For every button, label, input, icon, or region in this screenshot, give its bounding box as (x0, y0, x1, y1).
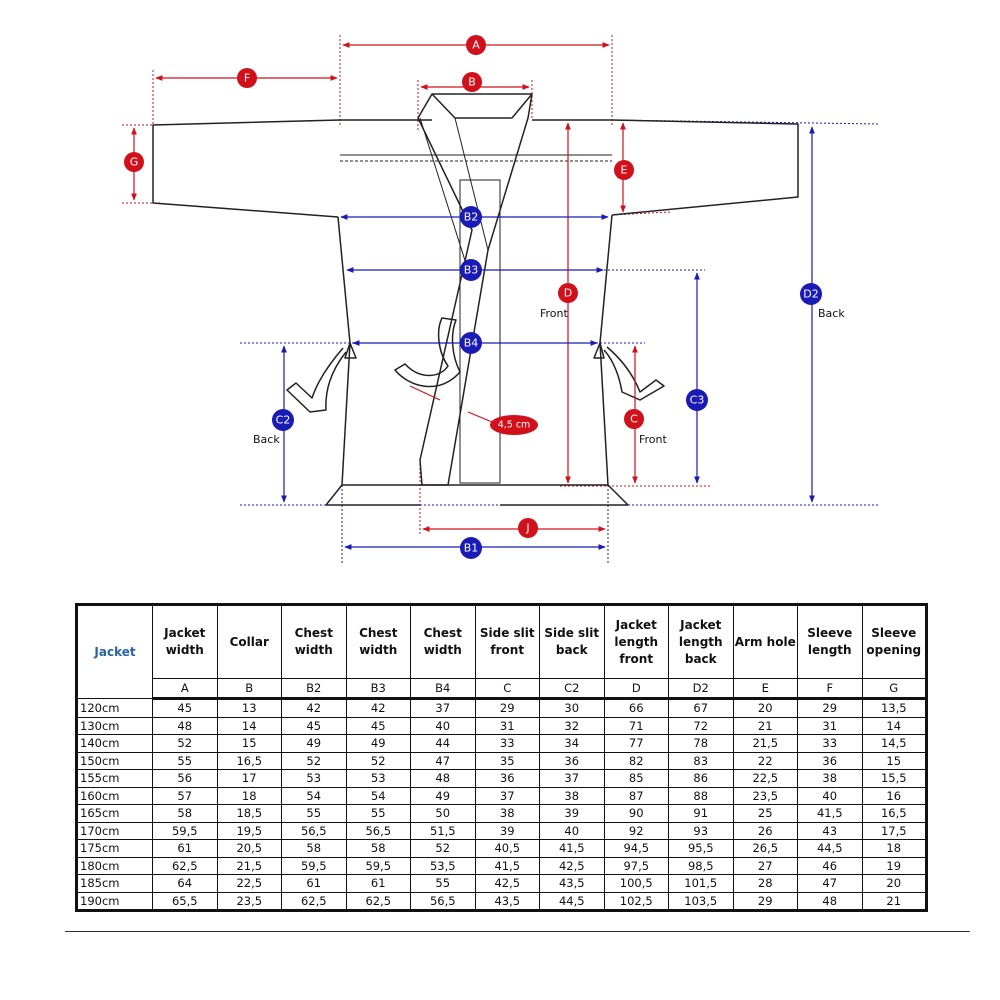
table-body (77, 699, 927, 911)
value-cell: 52 (282, 752, 347, 770)
value-cell: 45 (282, 717, 347, 735)
value-cell: 36 (798, 752, 863, 770)
value-cell: 83 (669, 752, 734, 770)
header-jacket-length-back: Jacket length back (669, 605, 734, 679)
value-cell: 54 (346, 787, 411, 805)
svg-text:B3: B3 (463, 263, 479, 277)
marker-g (124, 152, 144, 172)
marker-b1 (460, 537, 482, 559)
value-cell: 22,5 (217, 875, 282, 893)
svg-text:D: D (563, 286, 573, 300)
value-cell: 32 (540, 717, 605, 735)
value-cell: 20 (862, 875, 927, 893)
marker-f (237, 68, 257, 88)
value-cell: 38 (540, 787, 605, 805)
table-row (77, 735, 927, 753)
value-cell: 40 (798, 787, 863, 805)
letter-cell: E (733, 679, 798, 699)
value-cell: 26 (733, 822, 798, 840)
value-cell: 37 (475, 787, 540, 805)
value-cell: 23,5 (217, 892, 282, 911)
value-cell: 28 (733, 875, 798, 893)
value-cell: 64 (153, 875, 218, 893)
svg-text:A: A (472, 38, 480, 52)
value-cell: 29 (475, 699, 540, 718)
value-cell: 61 (282, 875, 347, 893)
size-cell: 155cm (77, 770, 153, 788)
value-cell: 48 (411, 770, 476, 788)
svg-text:J: J (526, 521, 530, 535)
value-cell: 33 (475, 735, 540, 753)
value-cell: 41,5 (540, 840, 605, 858)
value-cell: 31 (798, 717, 863, 735)
svg-text:B: B (468, 75, 476, 89)
header-side-slit-front: Side slit front (475, 605, 540, 679)
letter-cell: C (475, 679, 540, 699)
header-side-slit-back: Side slit back (540, 605, 605, 679)
size-cell: 160cm (77, 787, 153, 805)
size-cell: 175cm (77, 840, 153, 858)
letter-cell: B2 (282, 679, 347, 699)
table-row (77, 892, 927, 911)
size-cell: 140cm (77, 735, 153, 753)
value-cell: 90 (604, 805, 669, 823)
label-back-d2: Back (818, 307, 845, 320)
value-cell: 52 (346, 752, 411, 770)
letter-cell: F (798, 679, 863, 699)
value-cell: 44,5 (540, 892, 605, 911)
jacket-outline (153, 94, 798, 505)
marker-b3 (460, 259, 482, 281)
value-cell: 42,5 (540, 857, 605, 875)
svg-text:G: G (129, 155, 139, 169)
value-cell: 23,5 (733, 787, 798, 805)
marker-b2 (460, 206, 482, 228)
value-cell: 46 (798, 857, 863, 875)
value-cell: 21,5 (733, 735, 798, 753)
value-cell: 43 (798, 822, 863, 840)
value-cell: 56,5 (282, 822, 347, 840)
value-cell: 48 (153, 717, 218, 735)
value-cell: 52 (411, 840, 476, 858)
bottom-divider (65, 931, 970, 932)
value-cell: 16,5 (217, 752, 282, 770)
value-cell: 55 (346, 805, 411, 823)
value-cell: 18,5 (217, 805, 282, 823)
value-cell: 61 (346, 875, 411, 893)
size-table (75, 603, 928, 912)
value-cell: 78 (669, 735, 734, 753)
table-row (77, 752, 927, 770)
header-chest-width-b4: Chest width (411, 605, 476, 679)
header-chest-width-b2: Chest width (282, 605, 347, 679)
value-cell: 41,5 (475, 857, 540, 875)
header-jacket-width: Jacket width (153, 605, 218, 679)
header-sleeve-length: Sleeve length (798, 605, 863, 679)
value-cell: 97,5 (604, 857, 669, 875)
label-front-c: Front (639, 433, 667, 446)
marker-b4 (460, 332, 482, 354)
label-back-c2: Back (253, 433, 280, 446)
value-cell: 51,5 (411, 822, 476, 840)
value-cell: 53 (346, 770, 411, 788)
value-cell: 55 (153, 752, 218, 770)
value-cell: 38 (475, 805, 540, 823)
value-cell: 42 (346, 699, 411, 718)
value-cell: 48 (798, 892, 863, 911)
value-cell: 44 (411, 735, 476, 753)
value-cell: 87 (604, 787, 669, 805)
value-cell: 88 (669, 787, 734, 805)
value-cell: 95,5 (669, 840, 734, 858)
size-cell: 180cm (77, 857, 153, 875)
corner-header: Jacket (77, 605, 153, 699)
value-cell: 72 (669, 717, 734, 735)
size-cell: 120cm (77, 699, 153, 718)
table-row (77, 787, 927, 805)
svg-text:B2: B2 (463, 210, 479, 224)
value-cell: 102,5 (604, 892, 669, 911)
value-cell: 55 (411, 875, 476, 893)
svg-text:C3: C3 (689, 393, 705, 407)
table-row (77, 770, 927, 788)
value-cell: 39 (475, 822, 540, 840)
value-cell: 49 (282, 735, 347, 753)
value-cell: 45 (346, 717, 411, 735)
value-cell: 21,5 (217, 857, 282, 875)
marker-j (518, 518, 538, 538)
value-cell: 19 (862, 857, 927, 875)
letter-cell: B3 (346, 679, 411, 699)
table-row (77, 857, 927, 875)
value-cell: 21 (733, 717, 798, 735)
value-cell: 13,5 (862, 699, 927, 718)
value-cell: 85 (604, 770, 669, 788)
value-cell: 44,5 (798, 840, 863, 858)
value-cell: 42,5 (475, 875, 540, 893)
value-cell: 43,5 (540, 875, 605, 893)
value-cell: 98,5 (669, 857, 734, 875)
value-cell: 55 (282, 805, 347, 823)
table-row (77, 822, 927, 840)
value-cell: 20,5 (217, 840, 282, 858)
value-cell: 65,5 (153, 892, 218, 911)
size-cell: 190cm (77, 892, 153, 911)
value-cell: 93 (669, 822, 734, 840)
value-cell: 22 (733, 752, 798, 770)
svg-text:F: F (243, 71, 251, 85)
value-cell: 15 (217, 735, 282, 753)
value-cell: 17,5 (862, 822, 927, 840)
value-cell: 59,5 (346, 857, 411, 875)
value-cell: 100,5 (604, 875, 669, 893)
table-row (77, 699, 927, 718)
value-cell: 25 (733, 805, 798, 823)
value-cell: 14 (217, 717, 282, 735)
value-cell: 61 (153, 840, 218, 858)
value-cell: 86 (669, 770, 734, 788)
value-cell: 59,5 (153, 822, 218, 840)
value-cell: 49 (411, 787, 476, 805)
value-cell: 62,5 (282, 892, 347, 911)
marker-d2 (800, 283, 822, 305)
value-cell: 30 (540, 699, 605, 718)
value-cell: 77 (604, 735, 669, 753)
value-cell: 31 (475, 717, 540, 735)
value-cell: 26,5 (733, 840, 798, 858)
svg-text:B1: B1 (463, 541, 479, 555)
dimension-arrows (134, 45, 812, 547)
value-cell: 14,5 (862, 735, 927, 753)
value-cell: 49 (346, 735, 411, 753)
value-cell: 94,5 (604, 840, 669, 858)
value-cell: 91 (669, 805, 734, 823)
value-cell: 33 (798, 735, 863, 753)
header-arm-hole: Arm hole (733, 605, 798, 679)
value-cell: 40 (540, 822, 605, 840)
value-cell: 21 (862, 892, 927, 911)
table-row (77, 840, 927, 858)
marker-e (614, 160, 634, 180)
value-cell: 15,5 (862, 770, 927, 788)
value-cell: 58 (346, 840, 411, 858)
marker-c2 (272, 409, 294, 431)
annotation-4-5cm (490, 415, 538, 435)
value-cell: 40,5 (475, 840, 540, 858)
header-collar: Collar (217, 605, 282, 679)
value-cell: 22,5 (733, 770, 798, 788)
value-cell: 57 (153, 787, 218, 805)
table-row (77, 805, 927, 823)
value-cell: 47 (411, 752, 476, 770)
table-header-row (77, 605, 927, 679)
value-cell: 18 (862, 840, 927, 858)
value-cell: 29 (733, 892, 798, 911)
svg-text:C2: C2 (275, 413, 291, 427)
value-cell: 53 (282, 770, 347, 788)
value-cell: 20 (733, 699, 798, 718)
value-cell: 59,5 (282, 857, 347, 875)
letter-cell: B (217, 679, 282, 699)
value-cell: 17 (217, 770, 282, 788)
value-cell: 67 (669, 699, 734, 718)
value-cell: 19,5 (217, 822, 282, 840)
value-cell: 54 (282, 787, 347, 805)
header-jacket-length-front: Jacket length front (604, 605, 669, 679)
value-cell: 42 (282, 699, 347, 718)
header-chest-width-b3: Chest width (346, 605, 411, 679)
value-cell: 101,5 (669, 875, 734, 893)
marker-a (466, 35, 486, 55)
value-cell: 37 (411, 699, 476, 718)
value-cell: 35 (475, 752, 540, 770)
value-cell: 45 (153, 699, 218, 718)
value-cell: 16,5 (862, 805, 927, 823)
value-cell: 56,5 (411, 892, 476, 911)
header-sleeve-opening: Sleeve opening (862, 605, 927, 679)
value-cell: 66 (604, 699, 669, 718)
value-cell: 103,5 (669, 892, 734, 911)
marker-b (462, 72, 482, 92)
value-cell: 27 (733, 857, 798, 875)
value-cell: 39 (540, 805, 605, 823)
table-row (77, 717, 927, 735)
value-cell: 82 (604, 752, 669, 770)
value-cell: 56,5 (346, 822, 411, 840)
value-cell: 58 (282, 840, 347, 858)
size-cell: 130cm (77, 717, 153, 735)
value-cell: 29 (798, 699, 863, 718)
value-cell: 43,5 (475, 892, 540, 911)
svg-text:B4: B4 (463, 336, 479, 350)
svg-text:4,5 cm: 4,5 cm (497, 419, 531, 431)
letter-cell: C2 (540, 679, 605, 699)
svg-text:C: C (630, 412, 638, 426)
value-cell: 52 (153, 735, 218, 753)
letter-cell: B4 (411, 679, 476, 699)
value-cell: 50 (411, 805, 476, 823)
letter-cell: A (153, 679, 218, 699)
table-letter-row (77, 679, 927, 699)
size-cell: 170cm (77, 822, 153, 840)
value-cell: 34 (540, 735, 605, 753)
value-cell: 13 (217, 699, 282, 718)
value-cell: 37 (540, 770, 605, 788)
value-cell: 62,5 (346, 892, 411, 911)
marker-d (558, 283, 578, 303)
value-cell: 36 (540, 752, 605, 770)
size-cell: 150cm (77, 752, 153, 770)
letter-cell: D2 (669, 679, 734, 699)
value-cell: 14 (862, 717, 927, 735)
svg-text:D2: D2 (803, 287, 819, 301)
table-row (77, 875, 927, 893)
value-cell: 62,5 (153, 857, 218, 875)
value-cell: 47 (798, 875, 863, 893)
marker-c (624, 409, 644, 429)
letter-cell: G (862, 679, 927, 699)
value-cell: 58 (153, 805, 218, 823)
value-cell: 36 (475, 770, 540, 788)
value-cell: 71 (604, 717, 669, 735)
marker-c3 (686, 389, 708, 411)
label-front-d: Front (540, 307, 568, 320)
size-cell: 185cm (77, 875, 153, 893)
value-cell: 18 (217, 787, 282, 805)
value-cell: 92 (604, 822, 669, 840)
value-cell: 16 (862, 787, 927, 805)
value-cell: 53,5 (411, 857, 476, 875)
value-cell: 56 (153, 770, 218, 788)
letter-cell: D (604, 679, 669, 699)
value-cell: 40 (411, 717, 476, 735)
value-cell: 41,5 (798, 805, 863, 823)
value-cell: 15 (862, 752, 927, 770)
size-cell: 165cm (77, 805, 153, 823)
svg-text:E: E (620, 163, 628, 177)
value-cell: 38 (798, 770, 863, 788)
